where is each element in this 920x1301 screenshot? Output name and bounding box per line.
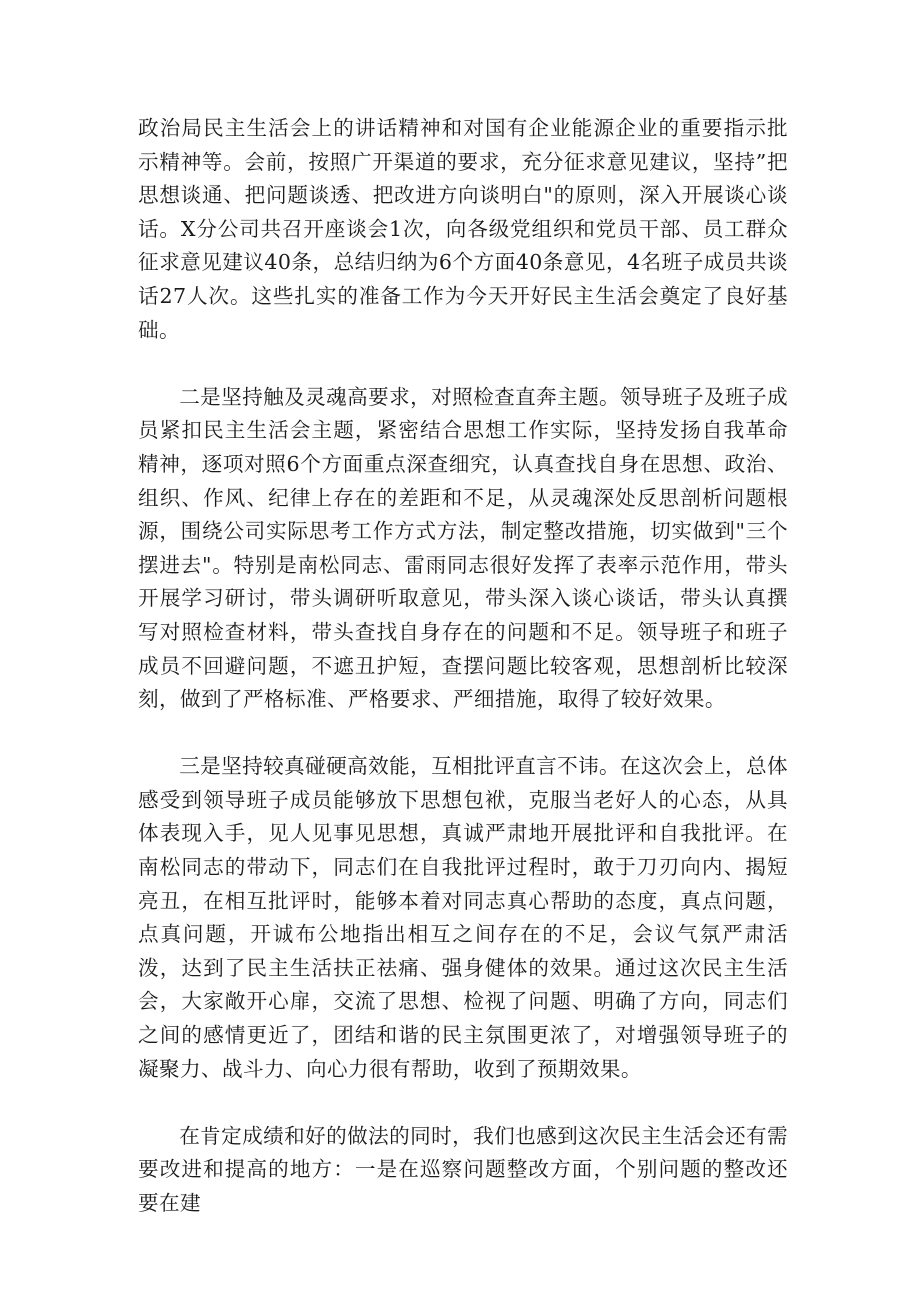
document-body: [138, 112, 788, 1254]
paragraph-point-two: 二是坚持触及灵魂高要求，对照检查直奔主题。领导班子及班子成员紧扣民主生活会主题，紧密结合思想工作实际，坚持发扬自我革命精神，逐项对照6个方面重点深查细究，认真查找自身在思想、政治、组织、作风、纪律上存在的差距和不足，从灵魂深处反思剖析问题根源，围绕公司实际思考工作方式方法，制定整改措施，切实做到"三个摆进去"。特别是南松同志、雷雨同志很好发挥了表率示范作用，带头开展学习研讨，带头调研听取意见，带头深入谈心谈话，带头认真撰写对照检查材料，带头查找自身存在的问题和不足。领导班子和班子成员不回避问题，不遮丑护短，查摆问题比较客观，思想剖析比较深刻，做到了严格标准、严格要求、严细措施，取得了较好效果。: [138, 384, 789, 712]
paragraph-point-three: 三是坚持较真碰硬高效能，互相批评直言不讳。在这次会上，总体感受到领导班子成员能够放下思想包袱，克服当老好人的心态，从具体表现入手，见人见事见思想，真诚严肃地开展批评和自我批评。在南松同志的带动下，同志们在自我批评过程时，敢于刀刃向内、揭短亮丑，在相互批评时，能够本着对同志真心帮助的态度，真点问题，点真问题，开诚布公地指出相互之间存在的不足，会议气氛严肃活泼，达到了民主生活扶正祛痛、强身健体的效果。通过这次民主生活会，大家敞开心扉，交流了思想、检视了问题、明确了方向，同志们之间的感情更近了，团结和谐的民主氛围更浓了，对增强领导班子的凝聚力、战斗力、向心力很有帮助，收到了预期效果。: [138, 754, 789, 1081]
paragraph-improvements: 在肯定成绩和好的做法的同时，我们也感到这次民主生活会还有需要改进和提高的地方：一是在巡察问题整改方面，个别问题的整改还要在建: [138, 1123, 789, 1215]
paragraph-continuation: 政治局民主生活会上的讲话精神和对国有企业能源企业的重要指示批示精神等。会前，按照广开渠道的要求，充分征求意见建议，坚持”把思想谈通、把问题谈透、把改进方向谈明白"的原则，深入开展谈心谈话。X分公司共召开座谈会1次，向各级党组织和党员干部、员工群众征求意见建议40条，总结归纳为6个方面40条意见，4名班子成员共谈话27人次。这些扎实的准备工作为今天开好民主生活会奠定了良好基础。: [138, 116, 788, 342]
